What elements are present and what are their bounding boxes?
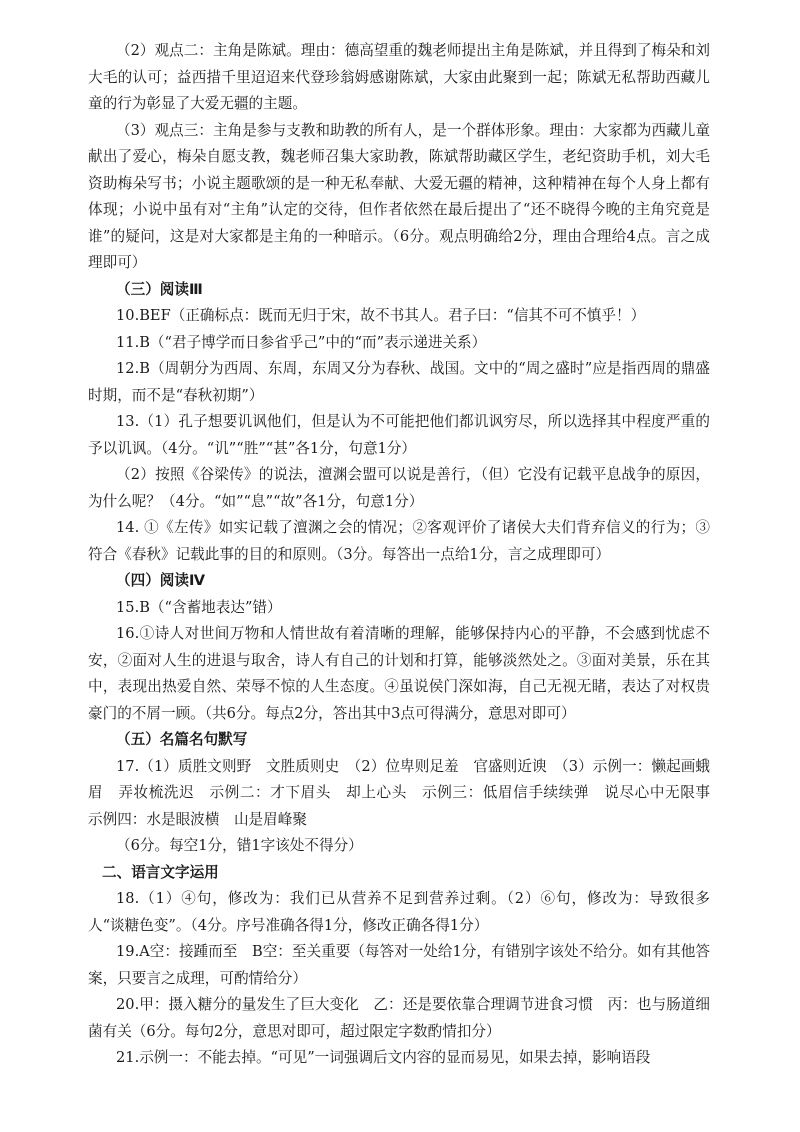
answer-paragraph: （2）按照《谷梁传》的说法，澶渊会盟可以说是善行，（但）它没有记载平息战争的原因，为什么呢？（4分。“如”“息”“故”各1分，句意1分） — [88, 466, 710, 510]
answer-paragraph: 18.（1）④句，修改为：我们已从营养不足到营养过剩。（2）⑥句，修改为：导致很多人“谈糖色变”。（4分。序号准确各得1分，修改正确各得1分） — [88, 890, 710, 934]
answer-paragraph: 20.甲：摄入糖分的量发生了巨大变化 乙：还是要依靠合理调节进食习惯 丙：也与肠道细菌有关（6分。每句2分，意思对即可，超过限定字数酌情扣分） — [88, 996, 710, 1040]
answer-paragraph: 17.（1）质胜文则野 文胜质则史 （2）位卑则足羞 官盛则近谀 （3）示例一：懒起画蛾眉 弄妆梳洗迟 示例二：才下眉头 却上心头 示例三：低眉信手续续弹 说尽心中无限事 示例四：水是眼波横 山是眉峰聚 — [88, 757, 725, 828]
part-heading: 二、语言文字运用 — [102, 863, 219, 881]
answer-paragraph: 16.①诗人对世间万物和人情世故有着清晰的理解，能够保持内心的平静，不会感到忧虑不安，②面对人生的进退与取舍，诗人有自己的计划和打算，能够淡然处之。③面对美景，乐在其中，表现出热爱自然、荣辱不惊的人生态度。④虽说侯门深如海，自己无视无睹，表达了对权贵豪门的不屑一顾。（共6分。每点2分，答出其中3点可得满分，意思对即可） — [88, 625, 710, 722]
answer-paragraph: 14. ①《左传》如实记载了澶渊之会的情况；②客观评价了诸侯大夫们背弃信义的行为；③符合《春秋》记载此事的目的和原则。（3分。每答出一点给1分，言之成理即可） — [88, 519, 710, 563]
answer-paragraph: （6分。每空1分，错1字该处不得分） — [116, 837, 363, 854]
section-heading: （五）名篇名句默写 — [116, 731, 248, 748]
answer-key-page — [88, 38, 725, 1072]
section-heading: （四）阅读Ⅳ — [116, 572, 206, 589]
answer-paragraph: 15.B（“含蓄地表达”错） — [116, 598, 282, 616]
answer-paragraph: 13.（1）孔子想要讥讽他们，但是认为不可能把他们都讥讽穷尽，所以选择其中程度严重的予以讥讽。（4分。“讥”“胜”“甚”各1分，句意1分） — [88, 413, 710, 457]
answer-paragraph: 21.示例一：不能去掉。“可见”一词强调后文内容的显而易见，如果去掉，影响语段 — [116, 1049, 651, 1066]
answer-paragraph: （3）观点三：主角是参与支教和助教的所有人，是一个群体形象。理由：大家都为西藏儿童献出了爱心，梅朵自愿支教，魏老师召集大家助教，陈斌帮助藏区学生，老纪资助手机，刘大毛资助梅朵写书；小说主题歌颂的是一种无私奉献、大爱无疆的精神，这种精神在每个人身上都有体现；小说中虽有对“主角”认定的交待，但作者依然在最后提出了“还不晓得今晚的主角究竟是谁”的疑问，这是对大家都是主角的一种暗示。（6分。观点明确给2分，理由合理给4点。言之成理即可） — [88, 121, 710, 271]
answer-paragraph: 10.BEF（正确标点：既而无归于宋，故不书其人。君子曰：“信其不可不慎乎！） — [116, 307, 646, 324]
section-heading: （三）阅读Ⅲ — [116, 280, 203, 298]
answer-paragraph: 11.B（“君子博学而日参省乎己”中的“而”表示递进关系） — [116, 333, 487, 351]
answer-paragraph: 12.B（周朝分为西周、东周，东周又分为春秋、战国。文中的“周之盛时”应是指西周的鼎盛时期，而不是“春秋初期”） — [88, 360, 710, 404]
answer-paragraph: 19.A空：接踵而至 B空：至关重要（每答对一处给1分，有错别字该处不给分。如有其他答案，只要言之成理，可酌情给分） — [88, 943, 710, 987]
answer-paragraph: （2）观点二：主角是陈斌。理由：德高望重的魏老师提出主角是陈斌，并且得到了梅朵和刘大毛的认可；益西措千里迢迢来代登珍翁姆感谢陈斌，大家由此聚到一起；陈斌无私帮助西藏儿童的行为彰显了大爱无疆的主题。 — [88, 42, 710, 112]
